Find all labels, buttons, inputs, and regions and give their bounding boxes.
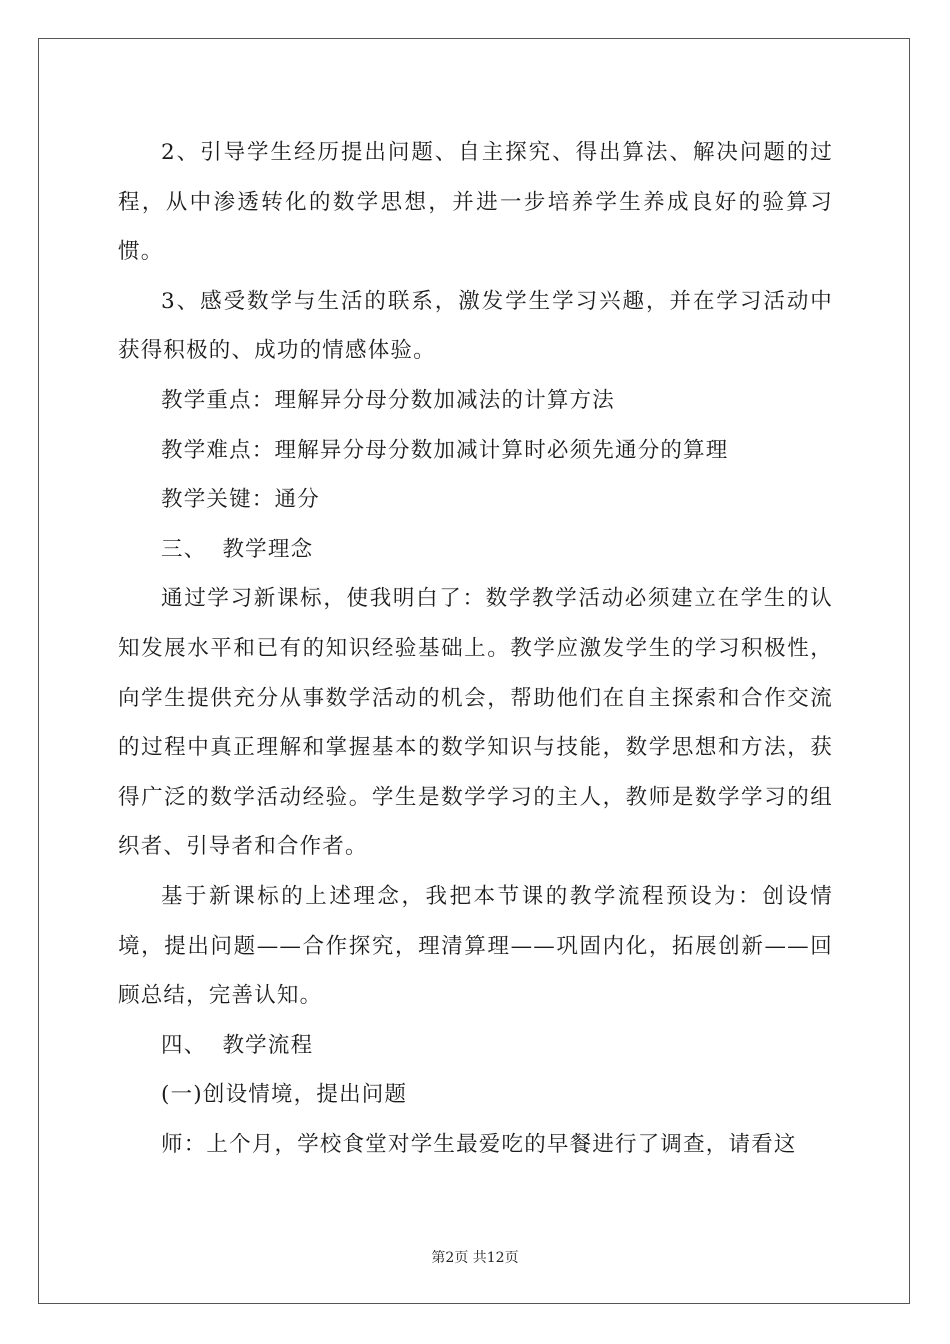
teaching-difficulty: 教学难点：理解异分母分数加减计算时必须先通分的算理 <box>161 437 729 463</box>
section-heading-process: 四、 教学流程 <box>161 1032 314 1058</box>
subsection-heading-scenario: (一)创设情境，提出问题 <box>161 1082 408 1108</box>
paragraph-process-preset: 基于新课标的上述理念，我把本节课的教学流程预设为：创设情境，提出问题——合作探究，理清算理——巩固内化，拓展创新——回顾总结，完善认知。 <box>118 883 833 1009</box>
page-number-footer: 第2页 共12页 <box>431 1250 519 1266</box>
paragraph-teacher-intro: 师：上个月，学校食堂对学生最爱吃的早餐进行了调查，请看这 <box>161 1131 797 1157</box>
teaching-key: 教学关键：通分 <box>161 487 320 513</box>
teaching-focus: 教学重点：理解异分母分数加减法的计算方法 <box>161 387 616 413</box>
paragraph-philosophy: 通过学习新课标，使我明白了：数学教学活动必须建立在学生的认知发展水平和已有的知识经验基础上。教学应激发学生的学习积极性，向学生提供充分从事数学活动的机会，帮助他们在自主探索和合作交流的过程中真正理解和掌握基本的数学知识与技能，数学思想和方法，获得广泛的数学活动经验。学生是数学学习的主人，教师是数学学习的组织者、引导者和合作者。 <box>118 586 833 860</box>
document-body <box>118 128 833 1169</box>
paragraph-objective-3: 3、感受数学与生活的联系，激发学生学习兴趣，并在学习活动中获得积极的、成功的情感体验。 <box>118 288 833 364</box>
section-heading-philosophy: 三、 教学理念 <box>161 536 314 562</box>
paragraph-objective-2: 2、引导学生经历提出问题、自主探究、得出算法、解决问题的过程，从中渗透转化的数学思想，并进一步培养学生养成良好的验算习惯。 <box>118 140 833 265</box>
